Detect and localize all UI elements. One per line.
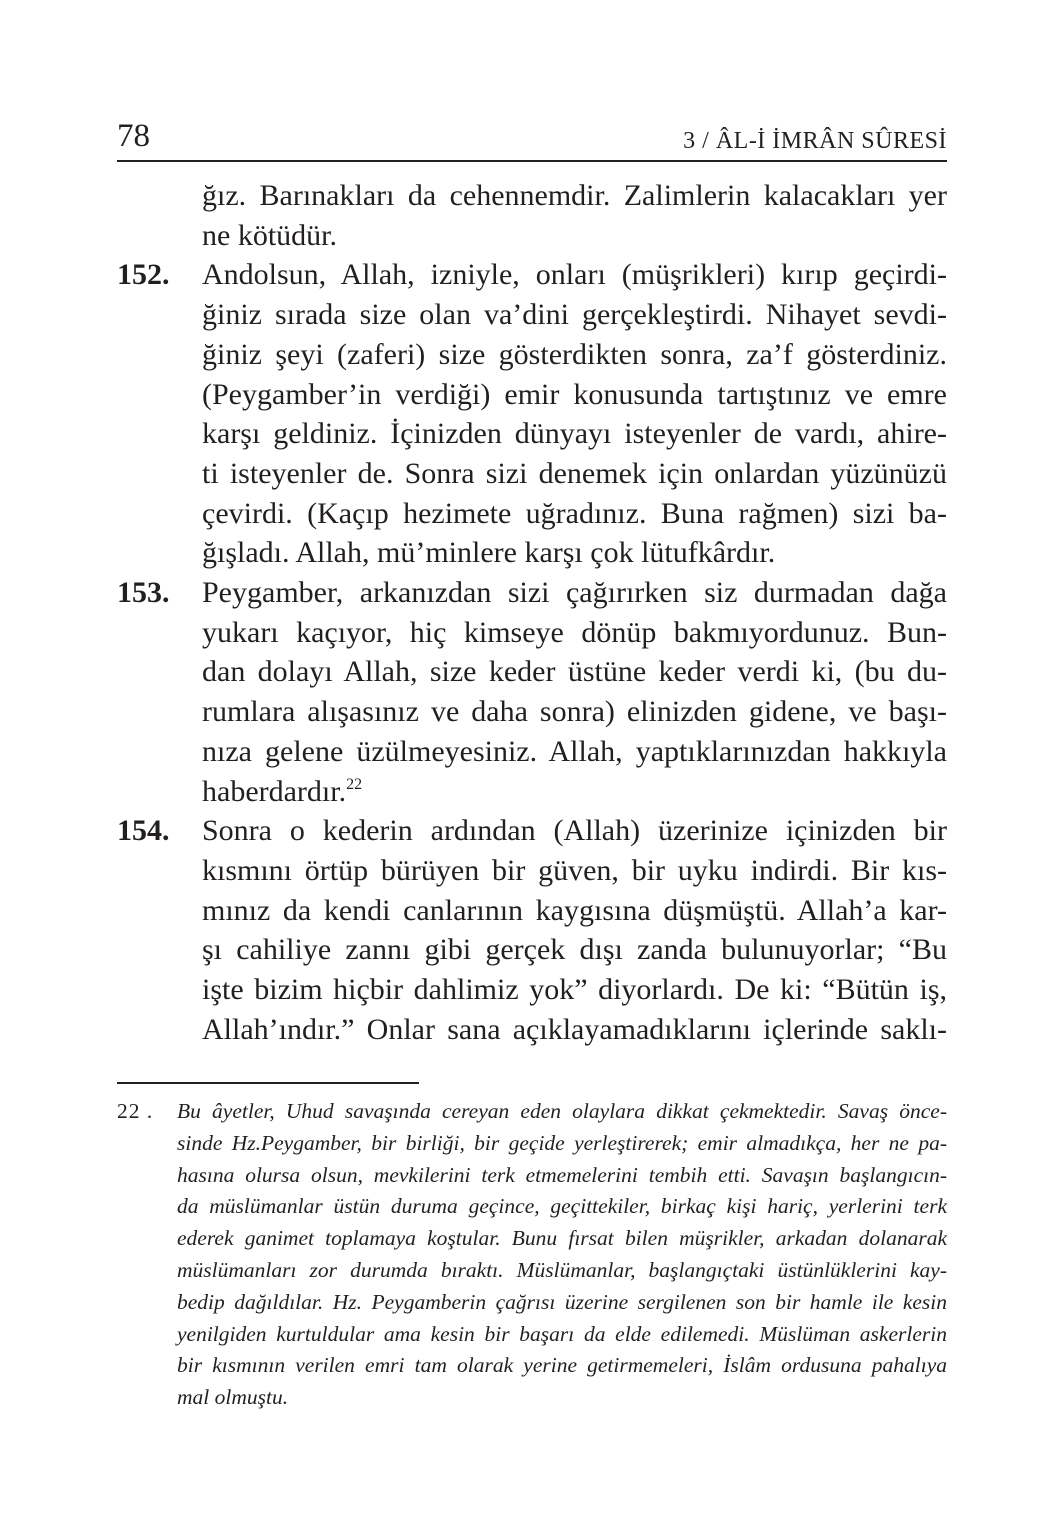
text-line: ğız. Barınakları da cehennemdir. Zalimlerin kalacakları yer: [202, 179, 947, 212]
verse-number: 153.: [117, 576, 170, 610]
verse-text: [202, 811, 947, 1049]
text-line: ğışladı. Allah, mü’minlere karşı çok lütufkârdır.: [202, 536, 776, 570]
footnote-line: bir kısmının verilen emri tam olarak yerine getirmemeleri, İslâm ordusuna pahalıya: [177, 1353, 947, 1378]
running-head: 3 / ÂL-İ İMRÂN SÛRESİ: [683, 128, 947, 154]
text-line: şı cahiliye zannı gibi gerçek dışı zanda bulunuyorlar; “Bu: [202, 933, 947, 967]
text-line: dan dolayı Allah, size keder üstüne keder verdi ki, (bu du-: [202, 655, 947, 689]
text-line: rumlara alışasınız ve daha sonra) elinizden gidene, ve başı-: [202, 695, 947, 729]
text-line: yukarı kaçıyor, hiç kimseye dönüp bakmıyordunuz. Bun-: [202, 615, 947, 649]
text-line-content: haberdardır.: [202, 774, 347, 808]
footnote-text: [117, 1096, 947, 1414]
footnote-line: da müslümanlar üstün duruma geçince, geçittekiler, birkaç kişi hariç, yerlerini terk: [177, 1194, 947, 1219]
text-line: (Peygamber’in verdiği) emir konusunda tartıştınız ve emre: [202, 377, 947, 411]
footnote-line: Bu âyetler, Uhud savaşında cereyan eden olaylara dikkat çekmektedir. Savaş önce-: [177, 1099, 947, 1123]
footnote-line: sinde Hz.Peygamber, bir birliği, bir geçide yerleştirerek; emir almadıkça, her ne pa-: [177, 1130, 947, 1155]
verse-continuation: [117, 176, 947, 255]
text-line: ne kötüdür.: [202, 218, 337, 252]
footnote-line: ederek ganimet toplamaya koştular. Bunu fırsat bilen müşrikler, arkadan dolanarak: [177, 1226, 947, 1251]
text-line: işte bizim hiçbir dahlimiz yok” diyorlardı. De ki: “Bütün iş,: [202, 973, 947, 1007]
verse-153: [117, 573, 947, 811]
verse-text: [202, 255, 947, 573]
text-line: Peygamber, arkanızdan sizi çağırırken siz durmadan dağa: [202, 576, 947, 610]
main-text: [117, 176, 947, 1049]
text-line: Andolsun, Allah, izniyle, onları (müşrikleri) kırıp geçirdi-: [202, 258, 947, 292]
verse-text: [202, 573, 947, 811]
page-header: [117, 112, 947, 162]
text-line: Allah’ındır.” Onlar sana açıklayamadıklarını içlerinde saklı-: [202, 1012, 947, 1046]
text-line: Sonra o kederin ardından (Allah) üzerinize içinizden bir: [202, 814, 947, 848]
footnote-divider: [117, 1082, 419, 1084]
verse-text: [202, 176, 947, 255]
text-line: [202, 772, 947, 812]
footnote-line: yenilgiden kurtuldular ama kesin bir başarı da elde edilemedi. Müslüman askerlerin: [177, 1321, 947, 1346]
footnote-22: [117, 1096, 947, 1414]
verse-number: 154.: [117, 814, 170, 848]
text-line: kısmını örtüp bürüyen bir güven, bir uyku indirdi. Bir kıs-: [202, 853, 947, 887]
text-line: ğiniz şeyi (zaferi) size gösterdikten sonra, za’f gösterdiniz.: [202, 337, 947, 371]
text-line: nıza gelene üzülmeyesiniz. Allah, yaptıklarınızdan hakkıyla: [202, 734, 947, 768]
text-line: ğiniz sırada size olan va’dini gerçekleştirdi. Nihayet sevdi-: [202, 298, 947, 332]
verse-number: 152.: [117, 258, 170, 292]
text-line: karşı geldiniz. İçinizden dünyayı isteyenler de vardı, ahire-: [202, 417, 947, 451]
footnote-line: bedip dağıldılar. Hz. Peygamberin çağrısı üzerine sergilenen son bir hamle ile kesin: [177, 1289, 947, 1314]
text-line: çevirdi. (Kaçıp hezimete uğradınız. Buna rağmen) sizi ba-: [202, 496, 947, 530]
verse-152: [117, 255, 947, 573]
footnote-line: mal olmuştu.: [177, 1385, 289, 1410]
page-number: 78: [117, 118, 150, 154]
footnote-line: müslümanları zor durumda bıraktı. Müslümanlar, başlangıçtaki üstünlüklerini kay-: [177, 1257, 947, 1282]
text-line: mınız da kendi canlarının kaygısına düşmüştü. Allah’a kar-: [202, 893, 947, 927]
verse-154: [117, 811, 947, 1049]
footnote-line: hasına olursa olsun, mevkilerini terk etmemelerini tembih etti. Savaşın başlangıcın-: [177, 1162, 947, 1187]
footnote-number: 22 .: [117, 1099, 154, 1123]
footnote-reference[interactable]: 22: [346, 775, 363, 793]
text-line: ti isteyenler de. Sonra sizi denemek için onlardan yüzünüzü: [202, 456, 947, 490]
